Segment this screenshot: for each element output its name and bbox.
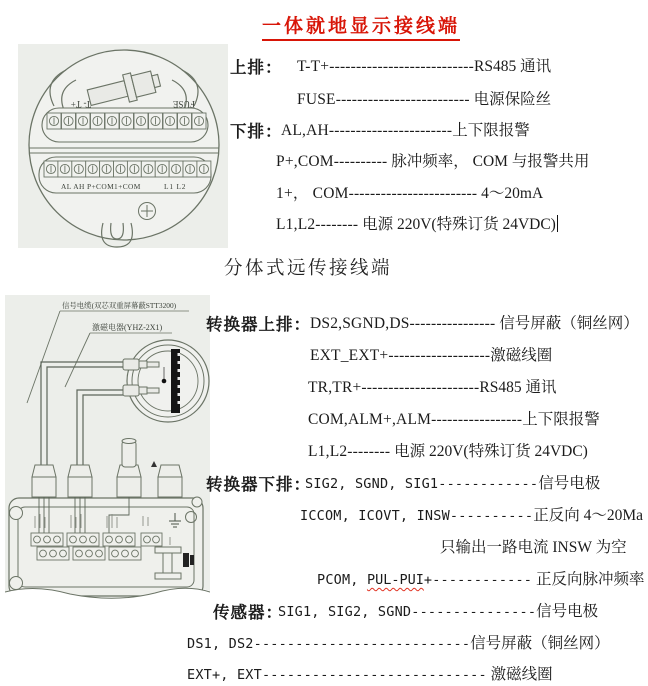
row-description: 电源 220V(特殊订货 24VDC) <box>390 443 588 460</box>
terminal-label-tt: T- T+ <box>70 99 92 109</box>
row-terminals: COM,ALM+,ALM----------------- <box>308 411 523 428</box>
wiring-row <box>0 439 648 463</box>
wiring-row <box>0 567 648 591</box>
wiring-row <box>0 212 648 236</box>
text-cursor <box>557 215 559 232</box>
row-label: 上排： <box>230 58 283 77</box>
callout-excitation-cable-label: 激磁电器(YHZ-2X1) <box>92 323 163 332</box>
wiring-row <box>0 375 648 399</box>
row-description: 正反向脉冲频率 <box>532 571 645 588</box>
wiring-row <box>0 343 648 367</box>
row-terminal-misspelled: PUL-PUI <box>366 572 424 588</box>
row-terminals: DS2,SGND,DS---------------- <box>310 315 496 332</box>
row-terminals: SIG2, SGND, SIG1------------ <box>305 476 539 492</box>
wiring-row <box>0 407 648 431</box>
wiring-row <box>0 471 648 495</box>
row-terminals: AL,AH----------------------- <box>281 122 453 139</box>
wiring-row <box>0 118 648 142</box>
row-terminals: ICCOM, ICOVT, INSW---------- <box>300 508 534 524</box>
wiring-row <box>0 599 648 623</box>
row-description: 上下限报警 <box>452 122 530 139</box>
wiring-row <box>0 87 648 111</box>
row-description: 信号电极 <box>538 475 601 492</box>
row-terminals: P+,COM---------- <box>276 153 388 170</box>
row-description: RS485 通讯 <box>479 379 557 396</box>
row-terminals: 1+， COM------------------------ <box>276 185 478 202</box>
row-label: 下排： <box>230 122 283 141</box>
wiring-row <box>0 535 648 559</box>
row-description: 激磁线圈 <box>490 347 553 364</box>
row-description: 正反向 4～20Ma <box>533 507 643 524</box>
row-terminals: +------------ <box>423 572 533 588</box>
row-terminals: DS1, DS2-------------------------- <box>187 636 471 652</box>
row-description: 信号屏蔽（铜丝网） <box>495 315 639 332</box>
row-terminals: L1,L2-------- <box>276 216 359 233</box>
row-description: 4～20mA <box>477 185 544 202</box>
terminal-label-fuse: FUSE <box>172 99 196 109</box>
row-description: RS485 通讯 <box>473 58 552 75</box>
row-description: 电源 220V(特殊订货 24VDC) <box>358 216 556 233</box>
page-title: 一体就地显示接线端 <box>262 11 460 41</box>
row-description: 信号电极 <box>536 603 599 620</box>
row-description: 激磁线圈 <box>486 666 553 683</box>
row-terminals: FUSE------------------------- <box>297 91 470 108</box>
row-description: 上下限报警 <box>522 411 600 428</box>
row-description: 电源保险丝 <box>469 91 552 108</box>
row-terminals: TR,TR+---------------------- <box>308 379 480 396</box>
row-description: 只输出一路电流 INSW 为空 <box>440 539 627 556</box>
terminal-label-bottom-left: AL AH P+COM1+COM <box>61 182 141 191</box>
row-terminals: T-T+--------------------------- <box>297 58 474 75</box>
wiring-row <box>0 631 648 655</box>
section-subtitle: 分体式远传接线端 <box>224 259 393 279</box>
row-terminals: EXT_EXT+------------------- <box>310 347 491 364</box>
wiring-row <box>0 503 648 527</box>
row-terminals: EXT+, EXT--------------------------- <box>187 667 487 683</box>
row-label: 转换器上排： <box>206 315 311 334</box>
terminal-label-bottom-right: L1 L2 <box>164 182 187 191</box>
callout-signal-cable-label: 信号电缆(双芯双重屏幕蔽STT3200) <box>62 301 177 310</box>
row-terminals: PCOM, <box>317 572 367 588</box>
row-label: 转换器下排： <box>206 475 311 494</box>
row-label: 传感器： <box>213 603 283 622</box>
wiring-row <box>0 181 648 205</box>
wiring-row <box>0 662 648 686</box>
row-terminals: L1,L2-------- <box>308 443 391 460</box>
row-terminals: SIG1, SIG2, SGND--------------- <box>278 604 537 620</box>
row-description: 脉冲频率， COM 与报警共用 <box>387 153 590 170</box>
wiring-row <box>0 149 648 173</box>
wiring-row <box>0 311 648 335</box>
row-description: 信号屏蔽（铜丝网） <box>470 635 610 652</box>
wiring-row <box>0 54 648 78</box>
